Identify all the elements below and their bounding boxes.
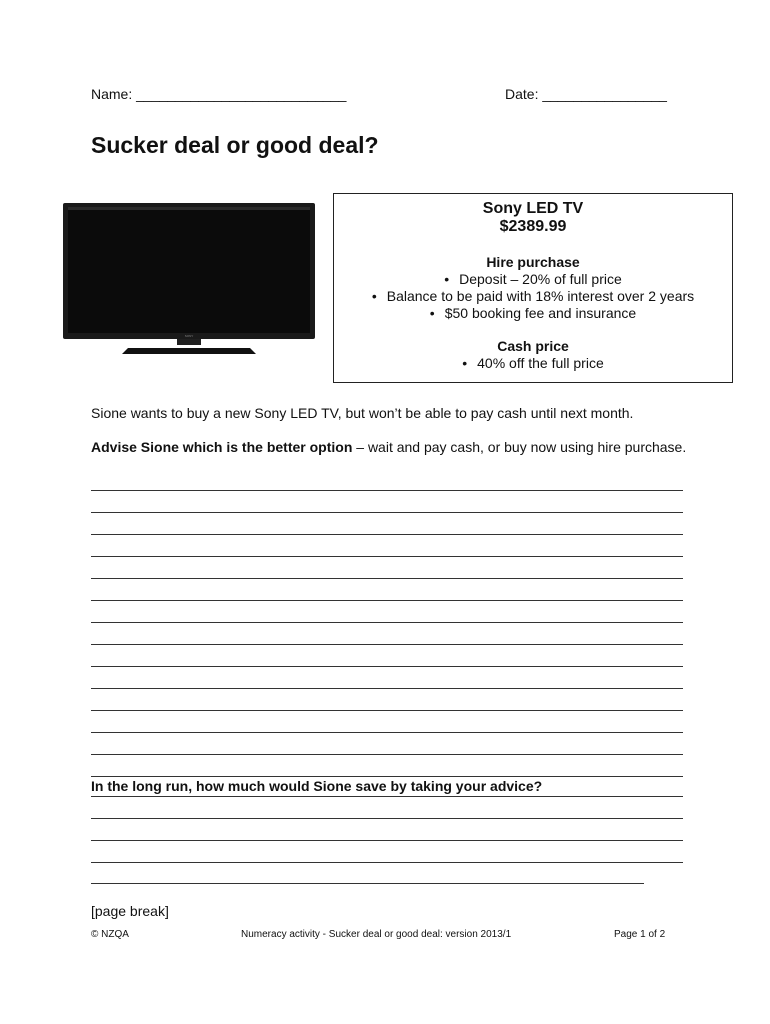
answer-line[interactable] [91, 688, 683, 689]
answer-line[interactable] [91, 754, 683, 755]
tv-neck [177, 339, 201, 345]
answer-line[interactable] [91, 732, 683, 733]
answer-line[interactable] [91, 883, 644, 884]
bullet-icon: • [462, 355, 468, 371]
answer-line[interactable] [91, 534, 683, 535]
footer-copyright: © NZQA [91, 929, 129, 940]
answer-line[interactable] [91, 818, 683, 819]
intro-text: Sione wants to buy a new Sony LED TV, but won’t be able to pay cash until next month. [91, 405, 634, 421]
answer-line[interactable] [91, 622, 683, 623]
hire-purchase-item: • $50 booking fee and insurance [429, 305, 637, 321]
answer-line[interactable] [91, 666, 683, 667]
footer-document-title: Numeracy activity - Sucker deal or good deal: version 2013/1 [241, 929, 512, 940]
bullet-icon: • [371, 288, 377, 304]
answer-line[interactable] [91, 710, 683, 711]
cash-price-heading: Cash price [497, 338, 569, 354]
bullet-icon: • [429, 305, 435, 321]
name-field-line: Name: ___________________________ [91, 86, 347, 102]
answer-line[interactable] [91, 490, 683, 491]
savings-question: In the long run, how much would Sione save by taking your advice? [91, 778, 543, 794]
answer-line[interactable] [91, 776, 683, 777]
hire-purchase-item: • Deposit – 20% of full price [444, 271, 622, 287]
answer-line[interactable] [91, 556, 683, 557]
page-break-marker: [page break] [91, 903, 169, 919]
page-title: Sucker deal or good deal? [91, 132, 379, 158]
date-field-line: Date: ________________ [505, 86, 667, 102]
advise-question-rest: – wait and pay cash, or buy now using hire purchase. [352, 439, 687, 455]
answer-line[interactable] [91, 862, 683, 863]
tv-stand [122, 348, 256, 354]
answer-line[interactable] [91, 840, 683, 841]
answer-line[interactable] [91, 578, 683, 579]
bullet-icon: • [444, 271, 450, 287]
tv-logo: SONY [184, 334, 194, 338]
deal-box [333, 193, 733, 383]
tv-image [62, 202, 316, 357]
hire-purchase-item: • Balance to be paid with 18% interest over 2 years [371, 288, 695, 304]
product-name: Sony LED TV [482, 200, 584, 217]
answer-line[interactable] [91, 796, 683, 797]
advise-question-bold: Advise Sione which is the better option [91, 439, 353, 455]
cash-price-item: • 40% off the full price [462, 355, 604, 371]
advise-question [91, 439, 691, 456]
answer-line[interactable] [91, 644, 683, 645]
answer-line[interactable] [91, 600, 683, 601]
hire-purchase-heading: Hire purchase [486, 254, 580, 270]
answer-line[interactable] [91, 512, 683, 513]
footer-page-number: Page 1 of 2 [614, 929, 666, 940]
tv-screen [68, 207, 310, 333]
product-price: $2389.99 [499, 218, 567, 235]
